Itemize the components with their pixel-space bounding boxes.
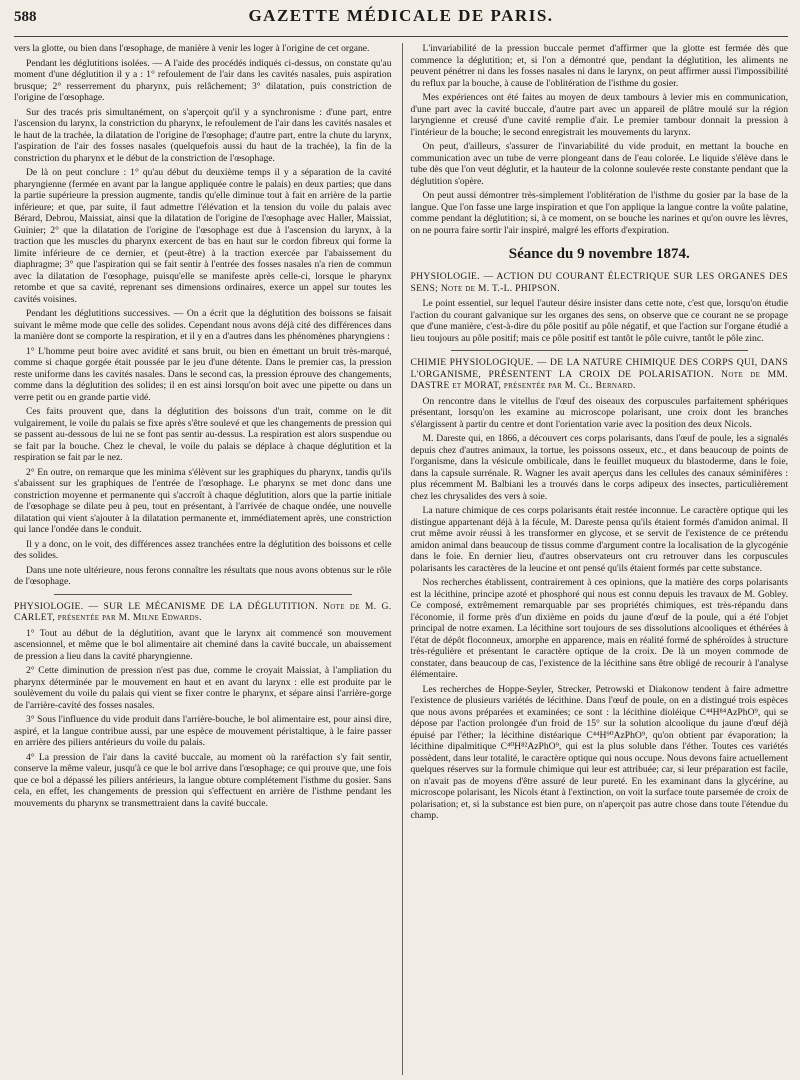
left-column [14,43,392,1075]
divider [54,594,352,595]
paragraph: 4° La pression de l'air dans la cavité buccale, au moment où la raréfaction s'y fait sentir, conserve la même valeur, jusqu'à ce que le bol arrive dans l'œsophage; ce qui prouve que, une fois que ce bol a dépassé les piliers antérieurs, la langue obture complétement l'isthme du gosier. Sans cela, en effet, les changements de pression qui s'effectuent en arrière de l'isthme pendant les mouvements du pharynx se transmettraient dans la cavité buccale. [14,751,392,809]
paragraph: 2° Cette diminution de pression n'est pas due, comme le croyait Maissiat, à l'ampliation du pharynx déterminée par le mouvement en haut et en avant du larynx : elle est produite par le soulèvement du voile du palais qui vient se fixer contre le pharynx, et sépare ainsi l'arrière-gorge de l'arrière-cavité des fosses nasales. [14,665,392,711]
article-heading-phipson: PHYSIOLOGIE. — ACTION DU COURANT ÉLECTRIQUE SUR LES ORGANES DES SENS; Note de M. T.-L. PHIPSON. [410,271,788,294]
page-number: 588 [14,9,37,25]
paragraph: Mes expériences ont été faites au moyen de deux tambours à levier mis en communication, d'une part avec la cavité buccale, d'autre part avec un appareil de plâtre moulé sur la région laryngienne et creusé d'une cavité remplie d'air. Le premier tambour donnait la pression à l'intérieur de la bouche; le second enregistrait les mouvements du larynx. [410,92,788,138]
divider [451,350,749,351]
paragraph: Il y a donc, on le voit, des différences assez tranchées entre la déglutition des boissons et celle des solides. [14,538,392,561]
right-column [402,43,789,1075]
paragraph: Pendant les déglutitions isolées. — A l'aide des procédés indiqués ci-dessus, on constate qu'au moment d'une déglutition il y a : 1° refoulement de l'air dans les cavités nasales, puis aspiration brusque; 2° resserrement du pharynx, puis relâchement; 3° dilatation, puis constriction de l'origine de l'œsophage. [14,57,392,103]
paragraph: Les recherches de Hoppe-Seyler, Strecker, Petrowski et Diakonow tendent à faire admettre l'existence de plusieurs variétés de lécithine. Dans l'œuf de poule, on en a distingué trois espèces que nous avons préparées et examinées; ce sont : la lécithine dioléique C⁴⁴H⁸⁴AzPhO⁹, qui se dépose par l'action prolongée d'un froid de 15° sur la solution alcoolique du jaune d'œuf déjà épuisé par l'éther; la lécithine distéarique C⁴⁴H⁹⁰AzPhO⁹, qu'on obtient par évaporation; la lécithine dipalmitique C⁴⁰H⁸²AzPhO⁹, qui est la plus soluble dans l'éther. Toutes ces variétés possèdent, dans leur totalité, le caractère optique qui nous occupe. Nous devons faire actuellement quelques réserves sur la formule chimique qui leur est attribuée; car, si leur préparation est facile, on n'avait pas de moyens d'être assuré de leur pureté. En les examinant dans la glycérine, au microscope polarisant, les Nicols étant à l'extinction, on voit la surface toute parsemée de croix de polarisation; et, si la substance est bien pure, on n'aperçoit pas autre chose dans toute l'étendue du champ. [410,683,788,821]
paragraph: Pendant les déglutitions successives. — On a écrit que la déglutition des boissons se faisait suivant le même mode que celle des solides. Cependant nous avons déjà cité des différences dans la manière dont se comporte la respiration, et il y en a d'autres dans les phénomènes pharyngiens : [14,308,392,342]
paragraph: Sur des tracés pris simultanément, on s'aperçoit qu'il y a synchronisme : d'une part, entre l'ascension du larynx, la constriction du pharynx, le refoulement de l'air dans les cavités nasales et le haut de la trachée, la dilatation de l'origine de l'œsophage; d'autre part, entre la chute du larynx, l'aspiration de l'air des fosses nasales (quelquefois aussi du haut de la trachée), la fin de la constriction du pharynx et le début de la constriction de l'œsophage. [14,106,392,164]
paragraph: On peut, d'ailleurs, s'assurer de l'invariabilité du vide produit, en mettant la bouche en communication avec un tube de verre plongeant dans de l'eau colorée. Le liquide s'élève dans le tube dès que l'on veut déglutir, et la hauteur de la colonne soulevée reste constante pendant que la déglutition s'opère. [410,141,788,187]
paragraph: Nos recherches établissent, contrairement à ces opinions, que la matière des corps polarisants est la lécithine, principe azoté et phosphoré qui nous est connu depuis les travaux de M. Gobley. Ce composé, extrêmement remarquable par ses propriétés chimiques, est très-répandu dans l'économie, il forme près d'un dixième en poids du jaune d'œuf de la poule, qui a été l'objet principal de notre examen. La lécithine sort toujours de ses dissolutions alcooliques et éthérées à l'état de dépôt floconneux, amorphe en apparence, mais en réalité formé de sphéroïdes à structure très-régulière et présentant le caractère optique de la croix. De là un moyen commode de constater, dans beaucoup de cas, l'existence de la lécithine sans être obligé de recourir à l'analyse élémentaire. [410,577,788,680]
journal-title: GAZETTE MÉDICALE DE PARIS. [248,6,554,25]
paragraph: vers la glotte, ou bien dans l'œsophage, de manière à venir les loger à l'origine de cet organe. [14,43,370,54]
paragraph: La nature chimique de ces corps polarisants était restée inconnue. Le caractère optique qui les distingue appartenant déjà à la fécule, M. Dareste pensa qu'ils étaient formés d'amidon animal. Il crut même avoir réussi à les transformer en glycose, et se servit de l'existence de ce prétendu amidon animal dans beaucoup de tissus comme d'argument contre la localisation de la glycogénie dans le foie. En dernier lieu, d'autres observateurs ont cru retrouver dans les corpuscules polarisants les caractères de la leucine et ont pensé qu'ils étaient formés par cette substance. [410,505,788,574]
paragraph: L'invariabilité de la pression buccale permet d'affirmer que la glotte est fermée dès que commence la déglutition; et, si l'on a démontré que, pendant la déglutition, les aliments ne peuvent pénétrer ni dans les fosses nasales ni dans le larynx, on peut affirmer aussi l'impossibilité du reflux par la bouche, à cause de l'oblitération de l'isthme du gosier. [410,43,788,89]
paragraph: 2° En outre, on remarque que les minima s'élèvent sur les graphiques du pharynx, tandis qu'ils s'abaissent sur les graphiques de l'entrée de l'œsophage. Le pharynx se met donc dans une constriction moyenne et permanente qui s'accroît à chaque déglutition, alors que la partie initiale de l'œsophage se dilate peu à peu, tout en présentant, à l'arrivée de chaque ondée, une nouvelle dilatation qui vient s'ajouter à la dilatation permanente et, immédiatement après, une constriction qui lance l'ondée dans le conduit. [14,466,392,535]
paragraph: Le point essentiel, sur lequel l'auteur désire insister dans cette note, c'est que, lorsqu'on étudie l'action du courant galvanique sur les organes des sens, on observe que ce courant ne se propage que d'une manière, c'est-à-dire du pôle positif au pôle négatif, et que l'action sur l'organe étudié a lieu toujours au pôle positif; mais ce pôle positif est tantôt le pôle cuivre, tantôt le pôle zinc. [410,298,788,344]
paragraph: Dans une note ultérieure, nous ferons connaître les résultats que nous avons obtenus sur le rôle de l'œsophage. [14,564,392,587]
session-title: Séance du 9 novembre 1874. [508,246,690,262]
paragraph: On rencontre dans le vitellus de l'œuf des oiseaux des corpuscules parfaitement sphériques présentant, lorsqu'on les examine au microscope polarisant, une croix dont les branches s'élargissent à partir du centre et dont l'orientation varie avec la position des deux Nicols. [410,395,788,430]
paragraph: 1° Tout au début de la déglutition, avant que le larynx ait commencé son mouvement ascensionnel, et même que le bol alimentaire ait cheminé dans la cavité buccale, un abaissement de pression a lieu dans la cavité pharyngienne. [14,627,392,662]
paragraph: 3° Sous l'influence du vide produit dans l'arrière-bouche, le bol alimentaire est, pour ainsi dire, aspiré, et la langue contribue aussi, par une espèce de mouvement péristaltique, à le faire passer en arrière des piliers antérieurs du voile du palais. [14,714,392,748]
text-columns [14,43,788,1075]
paragraph: M. Dareste qui, en 1866, a découvert ces corps polarisants, dans l'œuf de poule, les a signalés depuis chez d'autres animaux, la tortue, les poissons osseux, etc., et dans beaucoup de points de l'organisme, dans la vésicule ombilicale, dans le feuillet muqueux du blastoderme, dans le foie, dans la capsule surrénale. R. Wagner les avait aperçus dans les cellules des canaux séminifères : plus récemment M. Balbiani les a trouvés dans le corps adipeux des insectes, particulièrement chez les chrysalides des vers à soie. [410,433,788,502]
article-heading-carlet: PHYSIOLOGIE. — SUR LE MÉCANISME DE LA DÉGLUTITION. Note de M. G. CARLET, présentée par M. Milne Edwards. [14,600,392,623]
page-header [14,6,788,37]
paragraph: Ces faits prouvent que, dans la déglutition des boissons d'un trait, comme on le dit vulgairement, le voile du palais se fixe après s'être soulevé et que les changements de pression qui se passent au-dessous de lui ne se font pas sentir au-dessus. La respiration est alors suspendue ou se fait par la bouche. Chez le cheval, le voile du palais se déplace à chaque déglutition et la respiration se fait par le nez. [14,406,392,463]
article-heading-dastre: CHIMIE PHYSIOLOGIQUE. — DE LA NATURE CHIMIQUE DES CORPS QUI, DANS L'ORGANISME, PRÉSENTENT LA CROIX DE POLARISATION. Note de MM. DASTRE et MORAT, présentée par M. Cl. Bernard. [410,357,788,391]
paragraph: 1° L'homme peut boire avec avidité et sans bruit, ou bien en émettant un bruit très-marqué, comme si chaque gorgée était poussée par le jeu d'une détente. Dans le premier cas, la pression reste uniforme dans les cavités nasales. Dans le second cas, la pression éprouve des changements, comme dans la déglutition des solides; il en est ainsi lorsqu'on boit avec une pipette ou dans un verre petit ou en grande partie vidé. [14,345,392,403]
paragraph: De là on peut conclure : 1° qu'au début du deuxième temps il y a séparation de la cavité pharyngienne (fermée en avant par la langue appliquée contre le palais) en deux parties; que dans la partie supérieure la pression augmente, tandis qu'elle diminue tout à fait en arrière de la partie inférieure; et que, par suite, il faut admettre l'élévation et la tension du voile du palais avec Bérard, Debrou, Maissiat, ainsi que la dilatation de l'origine de l'œsophage avec Haller, Maissiat, Guinier; 2° que la dilatation de l'origine de l'œsophage est due à l'ascension du larynx, à la traction que les muscles du pharynx exercent de bas en haut sur le cordon fibreux qui forme la limite inférieure de ce dernier, et (peut-être) à la traction exercée par l'abaissement du diaphragme; 3° que l'aspiration qui se fait sentir à l'entrée des fosses nasales n'a rien de commun avec la dilatation de l'œsophage, puisqu'elle se manifeste après celle-ci, lorsque le pharynx retombe et que sa cavité, reprenant ses dimensions ordinaires, exerce un appel sur toutes les cavités voisines. [14,167,392,305]
paragraph: On peut aussi démontrer très-simplement l'oblitération de l'isthme du gosier par la base de la langue. Que l'on fasse une large inspiration et que l'on applique la langue contre la voûte palatine, comme pendant la déglutition; si, à ce moment, on se bouche les narines et qu'on ouvre les lèvres, on ne pourra faire sortir l'air inspiré, malgré les efforts d'expiration. [410,190,788,236]
